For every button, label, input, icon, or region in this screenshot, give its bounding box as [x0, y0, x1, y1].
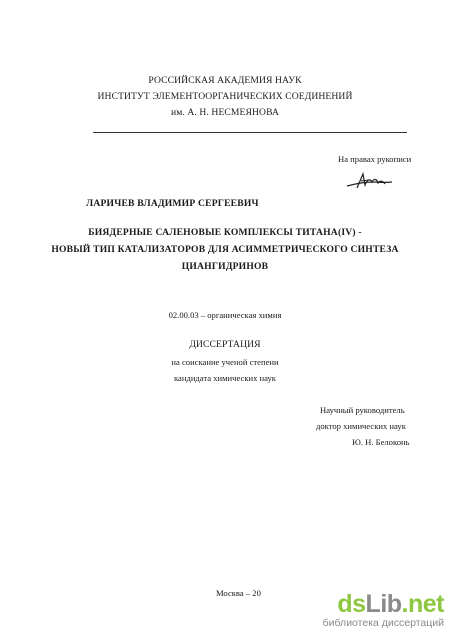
manuscript-note: На правах рукописи — [338, 154, 412, 164]
watermark-subtitle: библиотека диссертаций — [322, 617, 444, 629]
specialty-code: 02.00.03 – органическая химия — [168, 310, 282, 320]
header-divider — [93, 132, 407, 133]
logo-lib: Lib — [365, 590, 402, 618]
supervisor-degree: доктор химических наук — [316, 421, 406, 431]
degree-line-2: кандидата химических наук — [174, 373, 276, 383]
logo-ds: ds — [337, 590, 366, 618]
thesis-title-line-3: ЦИАНГИДРИНОВ — [181, 261, 269, 272]
thesis-title-line-2: НОВЫЙ ТИП КАТАЛИЗАТОРОВ ДЛЯ АСИММЕТРИЧЕСКОГО СИНТЕЗА — [51, 244, 399, 255]
institute-name: ИНСТИТУТ ЭЛЕМЕНТООРГАНИЧЕСКИХ СОЕДИНЕНИЙ — [97, 91, 353, 102]
supervisor-name: Ю. Н. Белоконь — [352, 437, 410, 447]
academy-name: РОССИЙСКАЯ АКАДЕМИЯ НАУК — [148, 75, 302, 86]
institute-honorific: им. А. Н. НЕСМЕЯНОВА — [170, 107, 279, 118]
supervisor-role: Научный руководитель — [320, 405, 405, 415]
place-and-year: Москва – 20 — [216, 588, 261, 598]
handwritten-signature — [345, 170, 395, 192]
logo-net: .net — [401, 590, 444, 618]
author-name: ЛАРИЧЕВ ВЛАДИМИР СЕРГЕЕВИЧ — [86, 198, 259, 209]
thesis-title-line-1: БИЯДЕРНЫЕ САЛЕНОВЫЕ КОМПЛЕКСЫ ТИТАНА(IV) - — [88, 227, 362, 238]
dslib-logo — [337, 590, 444, 619]
degree-line-1: на соискание ученой степени — [171, 357, 279, 367]
document-type: ДИССЕРТАЦИЯ — [189, 339, 261, 350]
dslib-watermark — [319, 588, 450, 632]
